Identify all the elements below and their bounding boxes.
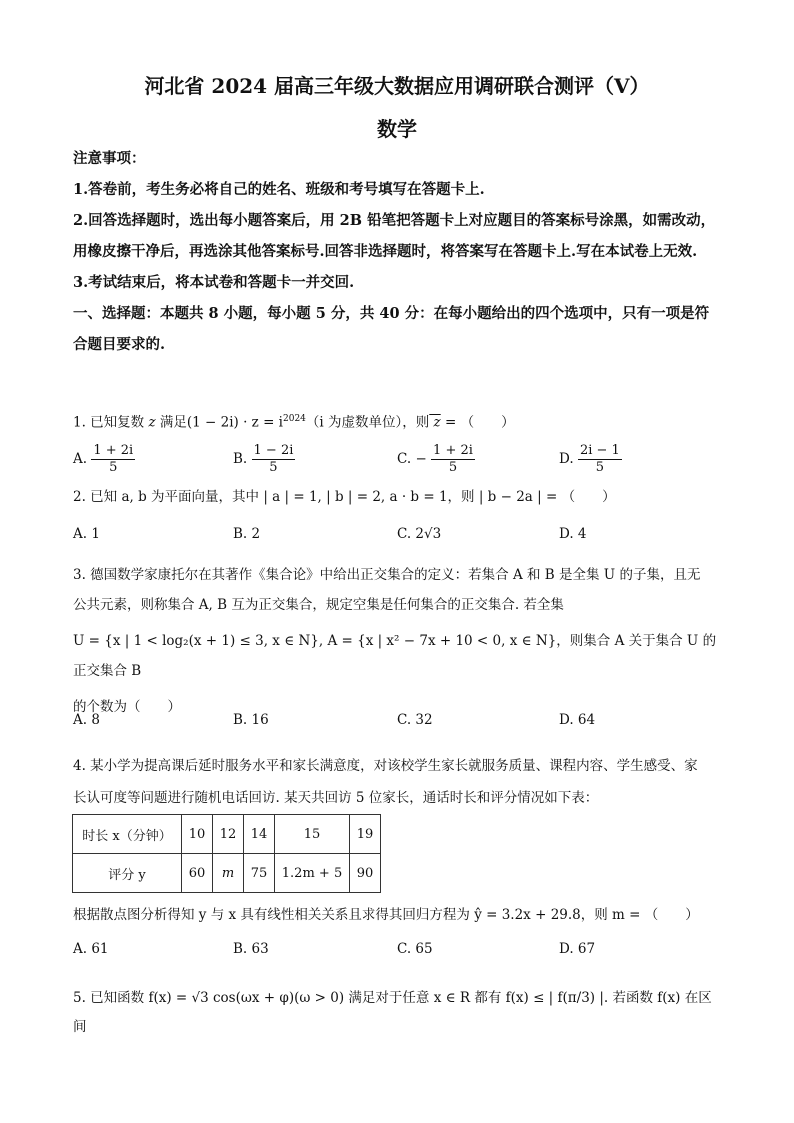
- question-4-line-3: 根据散点图分析得知 y 与 x 具有线性相关关系且求得其回归方程为 ŷ = 3.2x + 29.8，则 m = （ ）: [73, 907, 699, 923]
- table-cell: 75: [244, 854, 275, 893]
- table-cell: 时长 x（分钟）: [73, 815, 182, 854]
- instructions: [73, 143, 723, 360]
- q1-option-c[interactable]: C. − $\frac{1 + 2i}{5}$: [397, 443, 473, 475]
- question-2-options: [73, 526, 723, 554]
- fraction: $\frac{2i - 1}{5}$: [579, 443, 620, 475]
- question-2-stem: 2. 已知 a, b 为平面向量，其中 | a | = 1, | b | = 2, a · b = 1，则 | b − 2a | = （ ）: [73, 489, 616, 505]
- question-1: [73, 405, 723, 438]
- q2-option-b[interactable]: B. 2: [233, 526, 261, 542]
- question-3-options: [73, 712, 723, 740]
- q3-option-c[interactable]: C. 32: [397, 712, 433, 728]
- table-row: [73, 854, 381, 893]
- question-3: [73, 560, 723, 722]
- table-cell: 60: [182, 854, 213, 893]
- question-1-stem: 1. 已知复数 z 满足$(1 - 2i) \cdot z = i^{2024}(i$ 为虚数单位），则 z = （ ）: [73, 414, 515, 431]
- exam-title: 河北省 2024 届高三年级大数据应用调研联合测评（V）: [144, 74, 650, 98]
- question-4-question: [73, 901, 723, 930]
- question-3-line-3: U = {x | 1 < log₂(x + 1) ≤ 3, x ∈ N}, A = {x | x² − 7x + 10 < 0, x ∈ N}，则集合 A 关于集合 U 的正交集合 B: [73, 633, 717, 679]
- question-5: [73, 984, 723, 1042]
- q4-option-a[interactable]: A. 61: [73, 941, 109, 957]
- question-4: [73, 750, 723, 814]
- question-4-line-1: 4. 某小学为提高课后延时服务水平和家长满意度，对该校学生家长就服务质量、课程内容、学生感受、家: [73, 758, 698, 774]
- table-cell: 10: [182, 815, 213, 854]
- table-cell: m: [213, 854, 244, 893]
- q4-option-b[interactable]: B. 63: [233, 941, 269, 957]
- q1-option-d[interactable]: D. $\frac{2i - 1}{5}$: [559, 443, 620, 475]
- q2-option-d[interactable]: D. 4: [559, 526, 587, 542]
- q1-option-b[interactable]: B. $\frac{1 - 2i}{5}$: [233, 443, 294, 475]
- instructions-heading: 注意事项：: [73, 150, 146, 167]
- table-cell: 1.2m + 5: [275, 854, 350, 893]
- section-heading: 一、选择题：本题共 8 小题，每小题 5 分，共 40 分：在每小题给出的四个选项中，只有一项是符合题目要求的.: [73, 305, 710, 353]
- q2-option-c[interactable]: C. 2√3: [397, 526, 442, 542]
- instruction-2: 2.回答选择题时，选出每小题答案后，用 2B 铅笔把答题卡上对应题目的答案标号涂黑，如需改动，用橡皮擦干净后，再选涂其他答案标号.回答非选择题时，将答案写在答题卡上.写在本试卷上无效.: [73, 212, 716, 260]
- data-table: [72, 814, 381, 893]
- table-cell: 90: [350, 854, 381, 893]
- question-3-line-1: 3. 德国数学家康托尔在其著作《集合论》中给出正交集合的定义：若集合 A 和 B 是全集 U 的子集，且无: [73, 567, 701, 583]
- instruction-1: 1.答卷前，考生务必将自己的姓名、班级和考号填写在答题卡上.: [73, 181, 485, 198]
- instruction-3: 3.考试结束后，将本试卷和答题卡一并交回.: [73, 274, 355, 291]
- q3-option-a[interactable]: A. 8: [73, 712, 100, 728]
- q4-option-d[interactable]: D. 67: [559, 941, 596, 957]
- table-cell: 19: [350, 815, 381, 854]
- table-cell: 评分 y: [73, 854, 182, 893]
- table-cell: 14: [244, 815, 275, 854]
- fraction: $\frac{1 + 2i}{5}$: [93, 443, 134, 475]
- fraction: $\frac{1 - 2i}{5}$: [253, 443, 294, 475]
- question-4-options: [73, 941, 723, 969]
- q3-option-b[interactable]: B. 16: [233, 712, 269, 728]
- q2-option-a[interactable]: A. 1: [73, 526, 100, 542]
- question-2: [73, 483, 723, 512]
- table-row: [73, 815, 381, 854]
- question-1-options: [73, 437, 723, 477]
- fraction: $\frac{1 + 2i}{5}$: [433, 443, 473, 475]
- question-3-line-2: 公共元素，则称集合 A, B 互为正交集合，规定空集是任何集合的正交集合. 若全集: [73, 597, 564, 613]
- q3-option-d[interactable]: D. 64: [559, 712, 596, 728]
- table-cell: 15: [275, 815, 350, 854]
- table-cell: 12: [213, 815, 244, 854]
- q4-option-c[interactable]: C. 65: [397, 941, 433, 957]
- question-4-line-2: 长认可度等问题进行随机电话回访. 某天共回访 5 位家长，通话时长和评分情况如下表：: [73, 790, 599, 806]
- exam-subject: 数学: [377, 117, 417, 141]
- question-5-line-1: 5. 已知函数 f(x) = √3 cos(ωx + φ)(ω > 0) 满足对于任意 x ∈ R 都有 f(x) ≤ | f(π/3) |. 若函数 f(x) 在区间: [73, 990, 712, 1035]
- question-3-line-4: 的个数为（ ）: [73, 699, 181, 715]
- q1-option-a[interactable]: A. $\frac{1 + 2i}{5}$: [73, 443, 134, 475]
